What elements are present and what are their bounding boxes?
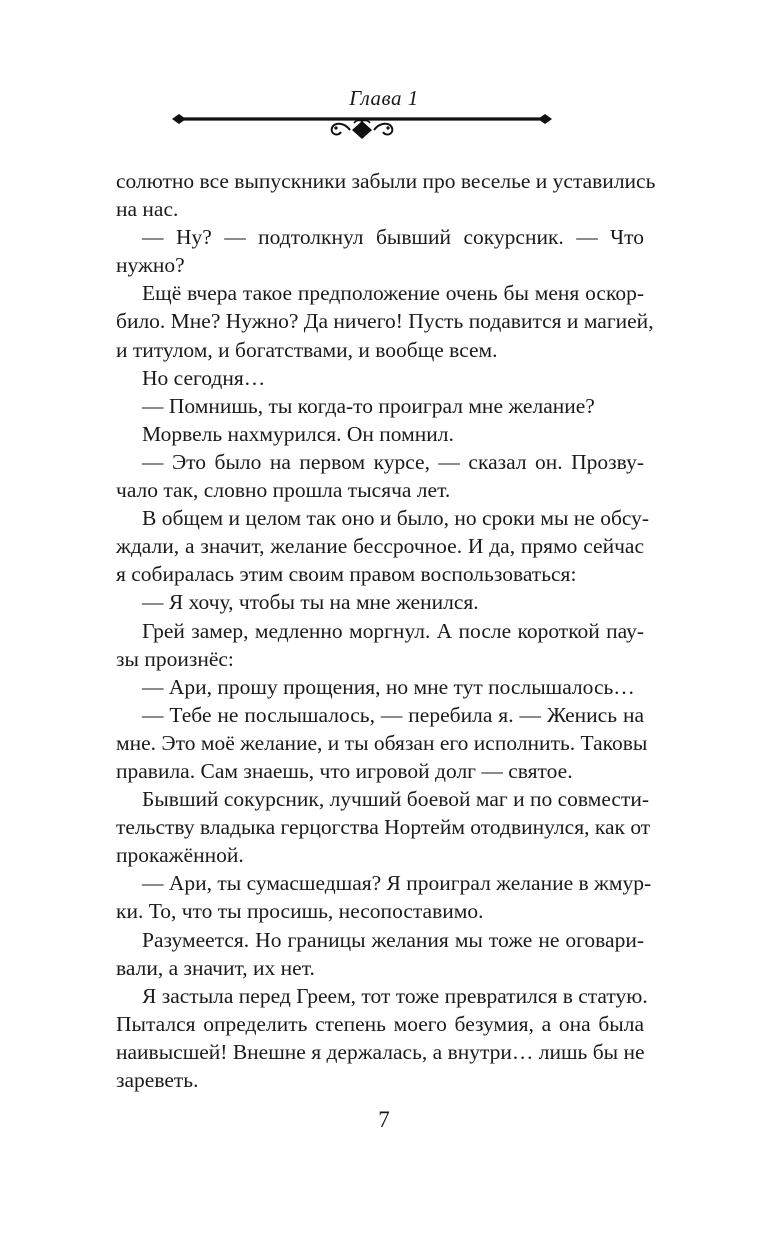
text-line: наивысшей! Внешне я держалась, а внутри… лишь бы не bbox=[116, 1039, 645, 1064]
text-line: Морвель нахмурился. Он помнил. bbox=[142, 421, 454, 446]
text-line: — Ну? — подтолкнул бывший сокурсник. — Что bbox=[142, 225, 644, 250]
text-line: на нас. bbox=[116, 197, 179, 222]
text-line: ки. То, что ты просишь, несопоставимо. bbox=[116, 899, 484, 924]
text-line: — Тебе не послышалось, — перебила я. — Женись на bbox=[142, 702, 644, 727]
text-line: я собиралась этим своим правом воспользоваться: bbox=[116, 562, 577, 587]
text-line: — Ари, ты сумасшедшая? Я проиграл желание в жмур- bbox=[142, 871, 652, 896]
page-number: 7 bbox=[378, 1107, 390, 1132]
text-line: — Это было на первом курсе, — сказал он. Прозву- bbox=[142, 449, 644, 474]
text-line: — Я хочу, чтобы ты на мне женился. bbox=[142, 590, 479, 615]
text-line: Ещё вчера такое предположение очень бы меня оскор- bbox=[142, 281, 644, 306]
text-line: мне. Это моё желание, и ты обязан его исполнить. Таковы bbox=[116, 730, 648, 755]
ornament-divider-icon bbox=[170, 108, 554, 144]
text-line: Разумеется. Но границы желания мы тоже не оговари- bbox=[142, 927, 644, 952]
chapter-title: Глава 1 bbox=[349, 86, 419, 110]
text-line: и титулом, и богатствами, и вообще всем. bbox=[116, 337, 498, 362]
text-line: Я застыла перед Греем, тот тоже превратился в статую. bbox=[142, 983, 648, 1008]
body-text bbox=[116, 167, 656, 1094]
text-line: Грей замер, медленно моргнул. А после короткой пау- bbox=[142, 618, 644, 643]
text-line: — Ари, прошу прощения, но мне тут послышалось… bbox=[142, 674, 635, 699]
text-line: Бывший сокурсник, лучший боевой маг и по совмести- bbox=[142, 787, 650, 812]
text-line: вали, а значит, их нет. bbox=[116, 955, 315, 980]
text-line: зареветь. bbox=[116, 1068, 199, 1092]
text-line: тельству владыка герцогства Нортейм отодвинулся, как от bbox=[116, 815, 651, 840]
text-line: правила. Сам знаешь, что игровой долг — святое. bbox=[116, 758, 573, 783]
text-line: нужно? bbox=[116, 253, 185, 278]
text-line: Но сегодня… bbox=[142, 365, 266, 390]
text-line: чало так, словно прошла тысяча лет. bbox=[116, 478, 451, 503]
text-line: Пытался определить степень моего безумия, а она была bbox=[116, 1011, 644, 1036]
text-line: зы произнёс: bbox=[116, 646, 234, 671]
text-line: ждали, а значит, желание бессрочное. И да, прямо сейчас bbox=[116, 534, 644, 559]
text-line: солютно все выпускники забыли про веселье и уставились bbox=[116, 169, 656, 193]
text-line: В общем и целом так оно и было, но сроки мы не обсу- bbox=[142, 506, 650, 531]
text-line: — Помнишь, ты когда-то проиграл мне желание? bbox=[142, 393, 595, 418]
text-line: прокажённой. bbox=[116, 843, 244, 868]
text-line: било. Мне? Нужно? Да ничего! Пусть подавится и магией, bbox=[116, 309, 654, 334]
